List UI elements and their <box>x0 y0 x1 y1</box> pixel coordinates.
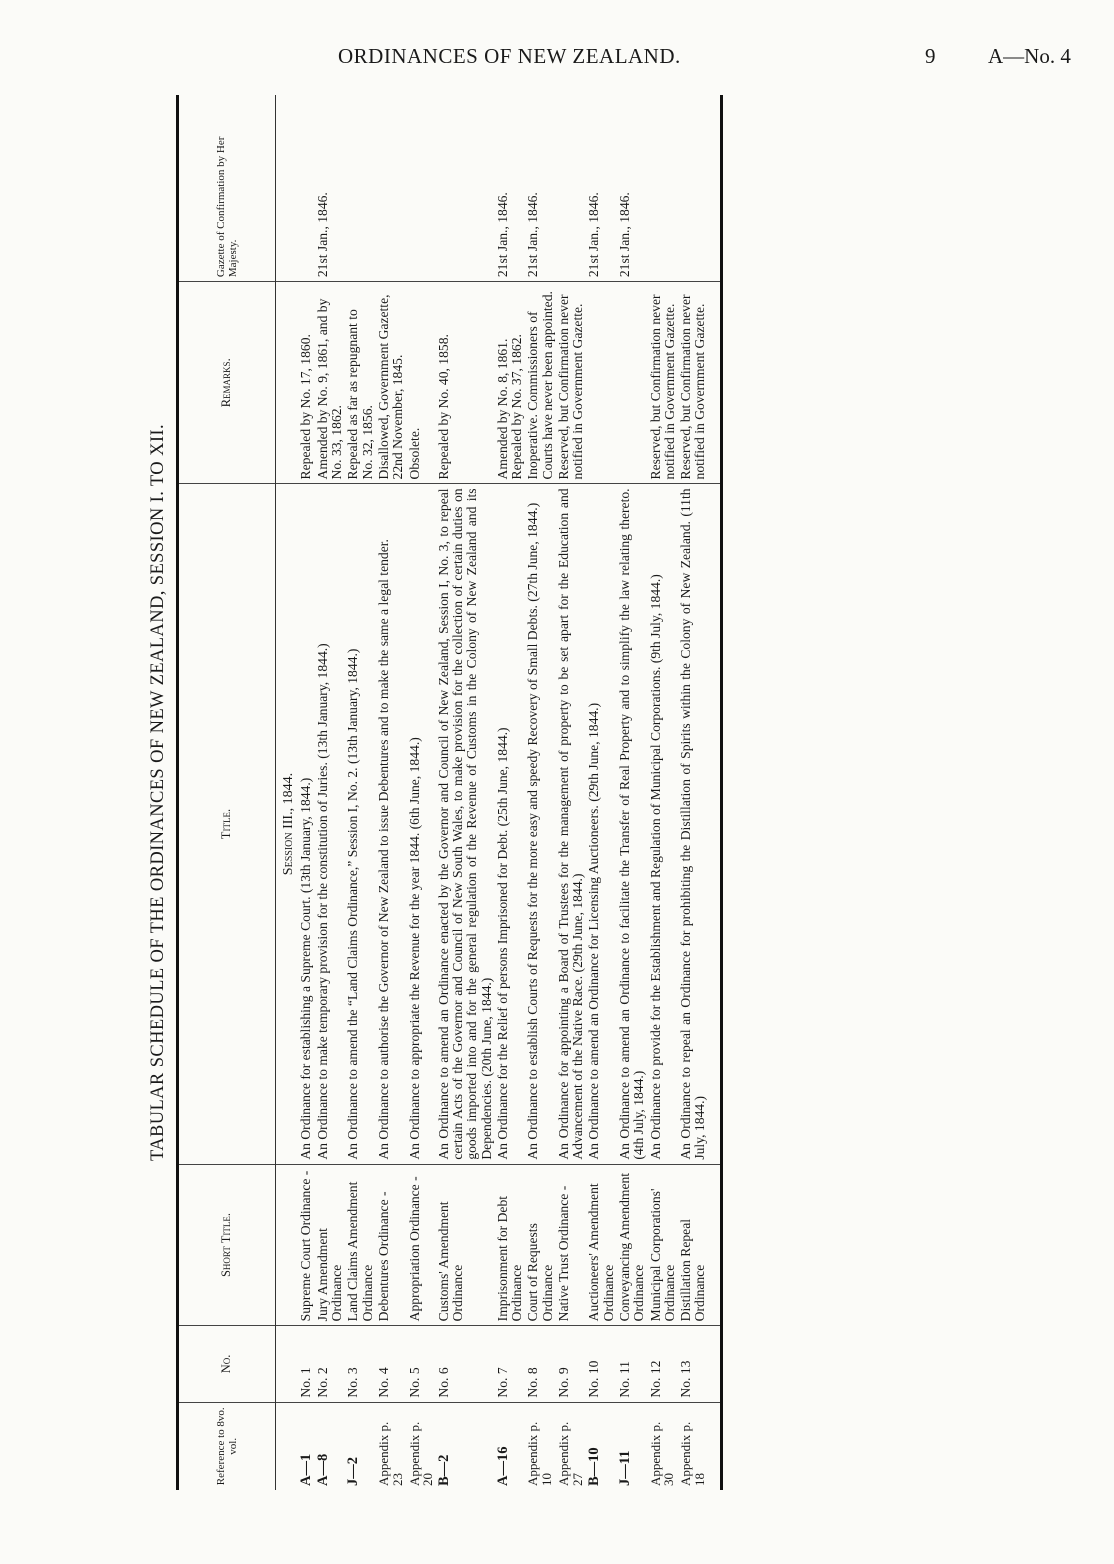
table-body <box>276 95 722 1490</box>
cell-reference: B—10 <box>586 1447 603 1486</box>
cell-remarks: Amended by No. 9, 1861, and by No. 33, 1862. <box>315 282 346 484</box>
cell-remarks: Obsolete. <box>407 282 436 484</box>
cell-number: No. 7 <box>495 1326 526 1402</box>
cell-number: No. 2 <box>315 1326 346 1402</box>
cell-reference: Appendix p. 18 <box>678 1402 722 1490</box>
running-head <box>0 44 1114 84</box>
header-title: Title. <box>178 484 276 1164</box>
cell-number: No. 9 <box>556 1326 587 1402</box>
cell-number: No. 5 <box>407 1326 436 1402</box>
cell-gazette: 21st Jan., 1846. <box>617 95 648 282</box>
cell-title: An Ordinance to amend an Ordinance enacted by the Governor and Council of New Zealand, Session I, No. 3, to repeal certain Acts of the Governor and Council of New South Wales, to make provision for the collection of certain duties on goods imported into and for the general regulation of the Revenue of Customs in the Colony of New Zealand and its Dependencies. (20th June, 1844.) <box>436 484 495 1164</box>
cell-number: No. 3 <box>345 1326 376 1402</box>
cell-reference: A—16 <box>494 1446 511 1486</box>
page-number: 9 <box>925 44 936 68</box>
cell-title: An Ordinance to amend an Ordinance for Licensing Auctioneers. (29th June, 1844.) <box>586 484 617 1164</box>
cell-title: An Ordinance to appropriate the Revenue for the year 1844. (6th June, 1844.) <box>407 484 436 1164</box>
cell-title: An Ordinance to repeal an Ordinance for prohibiting the Distillation of Spirits within the Colony of New Zealand. (11th July, 1844.) <box>678 484 722 1164</box>
cell-short-title: Distillation Repeal Ordinance <box>678 1164 722 1326</box>
cell-short-title: Jury Amendment Ordinance <box>315 1164 346 1326</box>
cell-short-title: Customs' Amendment Ordinance <box>436 1164 495 1326</box>
cell-title: An Ordinance to establish Courts of Requests for the more easy and speedy Recovery of Small Debts. (27th June, 1844.) <box>525 484 556 1164</box>
cell-title: An Ordinance for establishing a Supreme Court. (13th January, 1844.) <box>298 484 315 1164</box>
cell-title: An Ordinance to provide for the Establishment and Regulation of Municipal Corporations. (9th July, 1844.) <box>648 484 679 1164</box>
cell-gazette <box>436 95 495 282</box>
header-gazette: Gazette of Confirmation by Her Majesty. <box>178 95 276 282</box>
header-no: No. <box>178 1326 276 1402</box>
cell-remarks: Repealed as far as repugnant to No. 32, 1856. <box>345 282 376 484</box>
cell-reference: J—2 <box>345 1457 362 1486</box>
cell-remarks <box>617 282 648 484</box>
cell-number: No. 13 <box>678 1326 722 1402</box>
header-reference: Reference to 8vo. vol. <box>178 1402 276 1490</box>
cell-title: An Ordinance to amend the “Land Claims Ordinance,” Session I, No. 2. (13th January, 1844.) <box>345 484 376 1164</box>
cell-short-title: Native Trust Ordinance - <box>556 1164 587 1326</box>
cell-remarks: Reserved, but Confirmation never notified in Government Gazette. <box>678 282 722 484</box>
cell-number: No. 1 <box>298 1326 315 1402</box>
cell-title: An Ordinance for the Relief of persons Imprisoned for Debt. (25th June, 1844.) <box>495 484 526 1164</box>
cell-remarks: Amended by No. 8, 1861. Repealed by No. 37, 1862. <box>495 282 526 484</box>
table-row <box>556 95 587 1490</box>
header-remarks: Remarks. <box>178 282 276 484</box>
table-row <box>525 95 556 1490</box>
cell-short-title: Auctioneers' Amendment Ordinance <box>586 1164 617 1326</box>
table-row <box>376 95 407 1490</box>
ordinance-schedule-table <box>176 95 723 1490</box>
cell-number: No. 8 <box>525 1326 556 1402</box>
rotated-schedule <box>140 95 940 1490</box>
cell-gazette: 21st Jan., 1846. <box>495 95 526 282</box>
cell-short-title: Appropriation Ordinance - <box>407 1164 436 1326</box>
cell-remarks: Disallowed, Government Gazette, 22nd November, 1845. <box>376 282 407 484</box>
table-row <box>298 95 315 1490</box>
document-reference: A—No. 4 <box>988 44 1071 68</box>
cell-short-title: Court of Requests Ordinance <box>525 1164 556 1326</box>
table-row <box>586 95 617 1490</box>
cell-gazette: 21st Jan., 1846. <box>315 95 346 282</box>
cell-reference: Appendix p. 20 <box>406 1421 436 1486</box>
table-row <box>436 95 495 1490</box>
cell-remarks: Inoperative. Commissioners of Courts have never been appointed. <box>525 282 556 484</box>
cell-short-title: Conveyancing Amendment Ordinance <box>617 1164 648 1326</box>
cell-gazette <box>345 95 376 282</box>
cell-title: An Ordinance to amend an Ordinance to facilitate the Transfer of Real Property and to simplify the law relating thereto. (4th July, 1844.) <box>617 484 648 1164</box>
cell-short-title: Debentures Ordinance - <box>376 1164 407 1326</box>
cell-reference: A—8 <box>314 1453 331 1486</box>
cell-reference: B—2 <box>435 1454 452 1486</box>
table-row <box>315 95 346 1490</box>
cell-reference: Appendix p. 23 <box>375 1421 405 1486</box>
cell-short-title: Land Claims Amendment Ordinance <box>345 1164 376 1326</box>
cell-number: No. 12 <box>648 1326 679 1402</box>
cell-short-title: Municipal Corporations' Ordinance <box>648 1164 679 1326</box>
cell-remarks: Repealed by No. 17, 1860. <box>298 282 315 484</box>
cell-gazette: 21st Jan., 1846. <box>586 95 617 282</box>
table-row <box>345 95 376 1490</box>
cell-remarks: Reserved, but Confirmation never notified in Government Gazette. <box>648 282 679 484</box>
book-title: ORDINANCES OF NEW ZEALAND. <box>338 44 681 68</box>
cell-number: No. 4 <box>376 1326 407 1402</box>
cell-number: No. 6 <box>436 1326 495 1402</box>
table-row <box>648 95 679 1490</box>
table-row <box>617 95 648 1490</box>
cell-reference: Appendix p. 10 <box>525 1421 555 1486</box>
table-row <box>407 95 436 1490</box>
session-heading: Session III., 1844. <box>276 484 298 1164</box>
table-row <box>495 95 526 1490</box>
cell-gazette <box>648 95 679 282</box>
header-row <box>178 95 276 1490</box>
cell-gazette <box>556 95 587 282</box>
cell-gazette <box>407 95 436 282</box>
cell-number: No. 10 <box>586 1326 617 1402</box>
cell-title: An Ordinance to authorise the Governor of New Zealand to issue Debentures and to make the same a legal tender. <box>376 484 407 1164</box>
cell-reference: Appendix p. 27 <box>555 1421 585 1486</box>
header-short-title: Short Title. <box>178 1164 276 1326</box>
cell-number: No. 11 <box>617 1326 648 1402</box>
cell-remarks <box>586 282 617 484</box>
session-row <box>276 95 298 1490</box>
cell-short-title: Supreme Court Ordinance - <box>298 1164 315 1326</box>
cell-gazette <box>678 95 722 282</box>
cell-reference: J—11 <box>616 1450 633 1486</box>
cell-title: An Ordinance for appointing a Board of Trustees for the management of property to be set apart for the Education and Advancement of the Native Race. (29th June, 1844.) <box>556 484 587 1164</box>
cell-remarks: Repealed by No. 40, 1858. <box>436 282 495 484</box>
cell-gazette: 21st Jan., 1846. <box>525 95 556 282</box>
cell-remarks: Reserved, but Confirmation never notified in Government Gazette. <box>556 282 587 484</box>
cell-short-title: Imprisonment for Debt Ordinance <box>495 1164 526 1326</box>
cell-gazette <box>376 95 407 282</box>
cell-reference: A—1 <box>297 1453 314 1486</box>
table-row <box>678 95 722 1490</box>
table-title: TABULAR SCHEDULE OF THE ORDINANCES OF NEW ZEALAND, SESSION I. TO XII. <box>148 424 168 1162</box>
cell-gazette <box>298 95 315 282</box>
cell-title: An Ordinance to make temporary provision for the constitution of Juries. (13th January, 1844.) <box>315 484 346 1164</box>
cell-reference: Appendix p. 30 <box>647 1421 677 1486</box>
